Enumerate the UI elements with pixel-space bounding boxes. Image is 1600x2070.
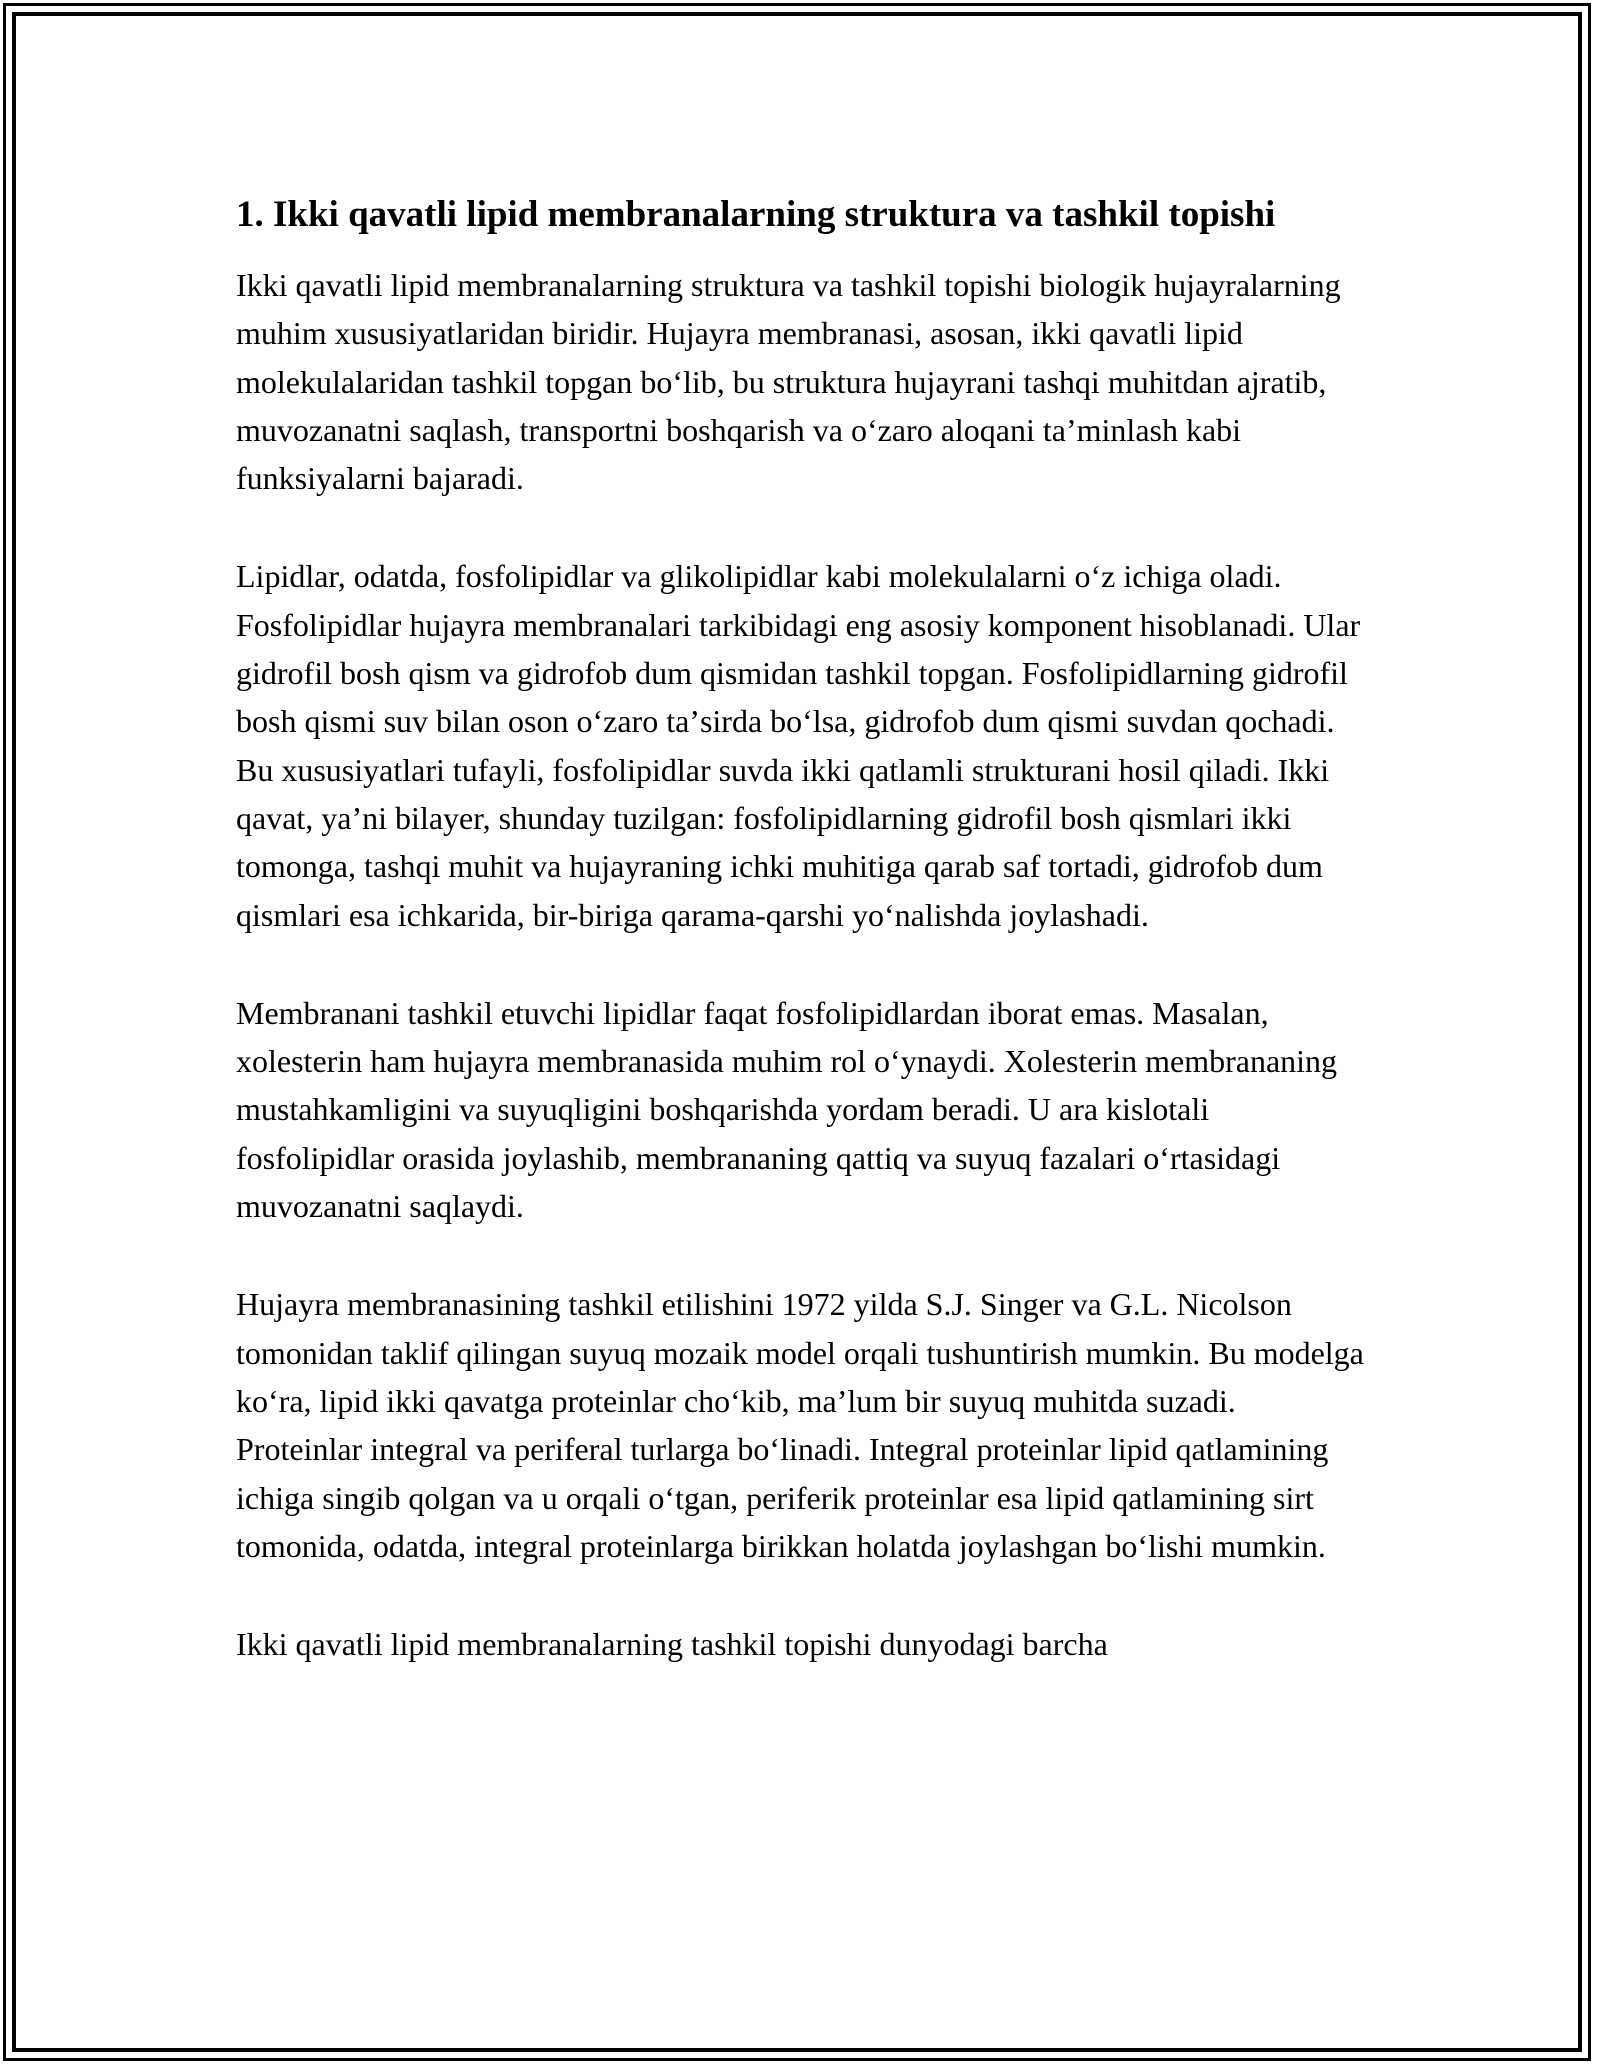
paragraph-fluid-mosaic: Hujayra membranasining tashkil etilishini 1972 yilda S.J. Singer va G.L. Nicolson tomonidan taklif qilingan suyuq mozaik model orqali tushuntirish mumkin. Bu modelga koʻra, lipid ikki qavatga proteinlar choʻkib, maʼlum bir suyuq muhitda suzadi. Proteinlar integral va periferal turlarga boʻlinadi. Integral proteinlar lipid qatlamining ichiga singib qolgan va u orqali oʻtgan, periferik proteinlar esa lipid qatlamining sirt tomonida, odatda, integral proteinlarga birikkan holatda joylashgan boʻlishi mumkin. <box>236 1286 1364 1564</box>
section-heading: 1. Ikki qavatli lipid membranalarning struktura va tashkil topishi <box>236 194 1276 235</box>
paragraph-lipids: Lipidlar, odatda, fosfolipidlar va glikolipidlar kabi molekulalarni oʻz ichiga oladi. Fosfolipidlar hujayra membranalari tarkibidagi eng asosiy komponent hisoblanadi. Ular gidrofil bosh qism va gidrofob dum qismidan tashkil topgan. Fosfolipidlarning gidrofil bosh qismi suv bilan oson oʻzaro taʼsirda boʻlsa, gidrofob dum qismi suvdan qochadi. Bu xususiyatlari tufayli, fosfolipidlar suvda ikki qatlamli strukturani hosil qiladi. Ikki qavat, yaʼni bilayer, shunday tuzilgan: fosfolipidlarning gidrofil bosh qismlari ikki tomonga, tashqi muhit va hujayraning ichki muhitiga qarab saf tortadi, gidrofob dum qismlari esa ichkarida, bir-biriga qarama-qarshi yoʻnalishda joylashadi. <box>236 558 1361 933</box>
paragraph-cholesterol: Membranani tashkil etuvchi lipidlar faqat fosfolipidlardan iborat emas. Masalan, xolesterin ham hujayra membranasida muhim rol oʻynaydi. Xolesterin membrananing mustahkamligini va suyuqligini boshqarishda yordam beradi. U ara kislotali fosfolipidlar orasida joylashib, membrananing qattiq va suyuq fazalari oʻrtasidagi muvozanatni saqlaydi. <box>236 994 1338 1225</box>
document-body <box>236 188 1366 1718</box>
paragraph-closing: Ikki qavatli lipid membranalarning tashkil topishi dunyodagi barcha <box>236 1626 1108 1663</box>
paragraph-intro: Ikki qavatli lipid membranalarning struktura va tashkil topishi biologik hujayralarning muhim xususiyatlaridan biridir. Hujayra membranasi, asosan, ikki qavatli lipid molekulalaridan tashkil topgan boʻlib, bu struktura hujayrani tashqi muhitdan ajratib, muvozanatni saqlash, transportni boshqarish va oʻzaro aloqani taʼminlash kabi funksiyalarni bajaradi. <box>236 267 1341 497</box>
